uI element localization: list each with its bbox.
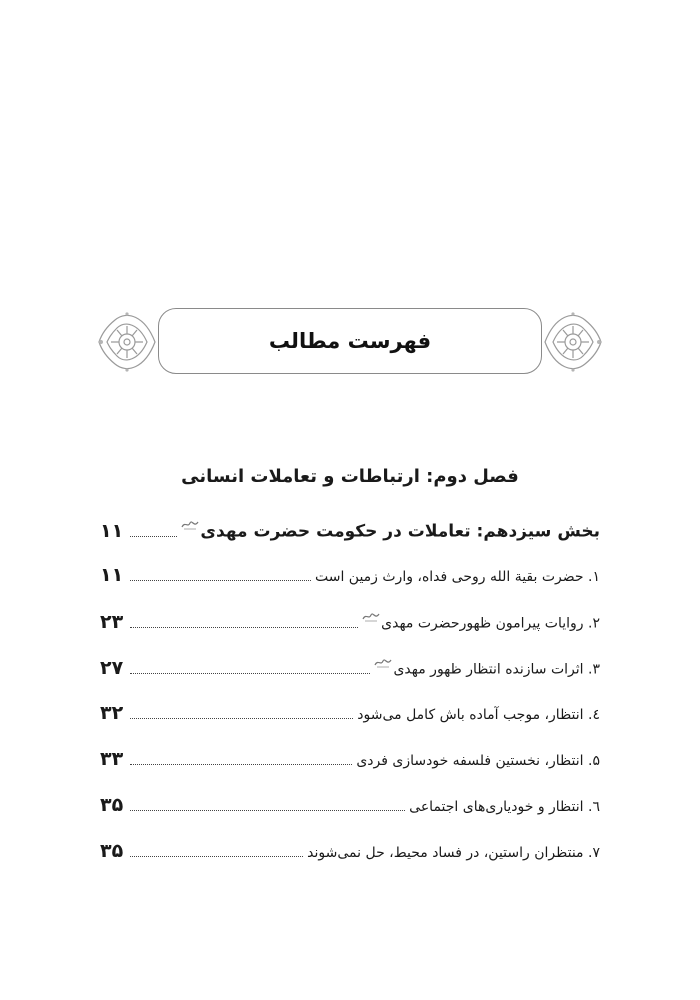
toc-entry-text: حضرت بقیة الله روحی فداه، وارث زمین است: [314, 569, 584, 585]
toc-leader-dots: [130, 809, 405, 811]
page-title: فهرست مطالب: [268, 329, 432, 353]
toc-entry-text: انتظار، نخستین فلسفه خودسازی فردی: [356, 753, 584, 769]
honorific-calligraphy-icon: [374, 656, 392, 668]
toc-entry-number: ۱.: [588, 569, 600, 585]
toc-entry-title: [313, 569, 600, 585]
toc-page-number: ۲۳: [100, 610, 124, 633]
toc-entry-title: [355, 707, 600, 723]
toc-leader-dots: [130, 535, 177, 537]
toc-entry-number: ٤.: [588, 707, 600, 723]
toc-entry-text: منتظران راستین، در فساد محیط، حل نمی‌شوند: [307, 845, 584, 861]
toc-leader-dots: [130, 626, 358, 628]
arabesque-ornament-icon: [97, 306, 157, 378]
toc-entry-title: [354, 753, 600, 769]
table-of-contents: [100, 518, 600, 886]
toc-entry-text: بخش سیزدهم: تعاملات در حکومت حضرت مهدی: [200, 521, 600, 542]
toc-entry-number: ۳.: [588, 661, 600, 678]
toc-entry-title: [179, 518, 600, 542]
toc-entry-title: [360, 610, 600, 632]
toc-leader-dots: [130, 855, 303, 857]
toc-entry-number: ٦.: [588, 799, 600, 815]
toc-entry-text: انتظار، موجب آماده باش کامل می‌شود: [357, 707, 584, 723]
toc-page-number: ۳۵: [100, 840, 124, 862]
toc-entry-title: [372, 656, 600, 678]
chapter-heading: فصل دوم: ارتباطات و تعاملات انسانی: [181, 466, 519, 487]
toc-entry[interactable]: [100, 840, 600, 886]
title-frame: [158, 308, 542, 374]
toc-leader-dots: [130, 717, 353, 719]
toc-page-number: ۱۱: [100, 564, 124, 586]
toc-section-entry[interactable]: [100, 518, 600, 564]
toc-entry-text: اثرات سازنده انتظار ظهور مهدی: [393, 661, 584, 678]
toc-entry-title: [305, 845, 600, 861]
toc-entry[interactable]: [100, 656, 600, 702]
honorific-calligraphy-icon: [181, 518, 199, 530]
toc-entry-text: روایات پیرامون ظهورحضرت مهدی: [381, 615, 584, 632]
toc-page-number: ۳۵: [100, 794, 124, 816]
toc-leader-dots: [130, 672, 370, 674]
toc-leader-dots: [130, 763, 352, 765]
toc-entry[interactable]: [100, 564, 600, 610]
toc-entry-title: [407, 799, 600, 815]
toc-entry[interactable]: [100, 610, 600, 656]
toc-entry-number: ۷.: [588, 845, 600, 861]
toc-entry[interactable]: [100, 794, 600, 840]
toc-entry-number: ۲.: [588, 615, 600, 632]
toc-page-number: ۳۲: [100, 702, 124, 724]
toc-entry-text: انتظار و خودیاری‌های اجتماعی: [409, 799, 584, 815]
toc-page-number: ۳۳: [100, 748, 124, 770]
honorific-calligraphy-icon: [362, 610, 380, 622]
toc-page-number: ۱۱: [100, 519, 124, 542]
toc-page-number: ۲۷: [100, 656, 124, 679]
toc-entry[interactable]: [100, 748, 600, 794]
toc-entry-number: ۵.: [588, 753, 600, 769]
toc-entry[interactable]: [100, 702, 600, 748]
toc-leader-dots: [130, 579, 311, 581]
arabesque-ornament-icon: [543, 306, 603, 378]
